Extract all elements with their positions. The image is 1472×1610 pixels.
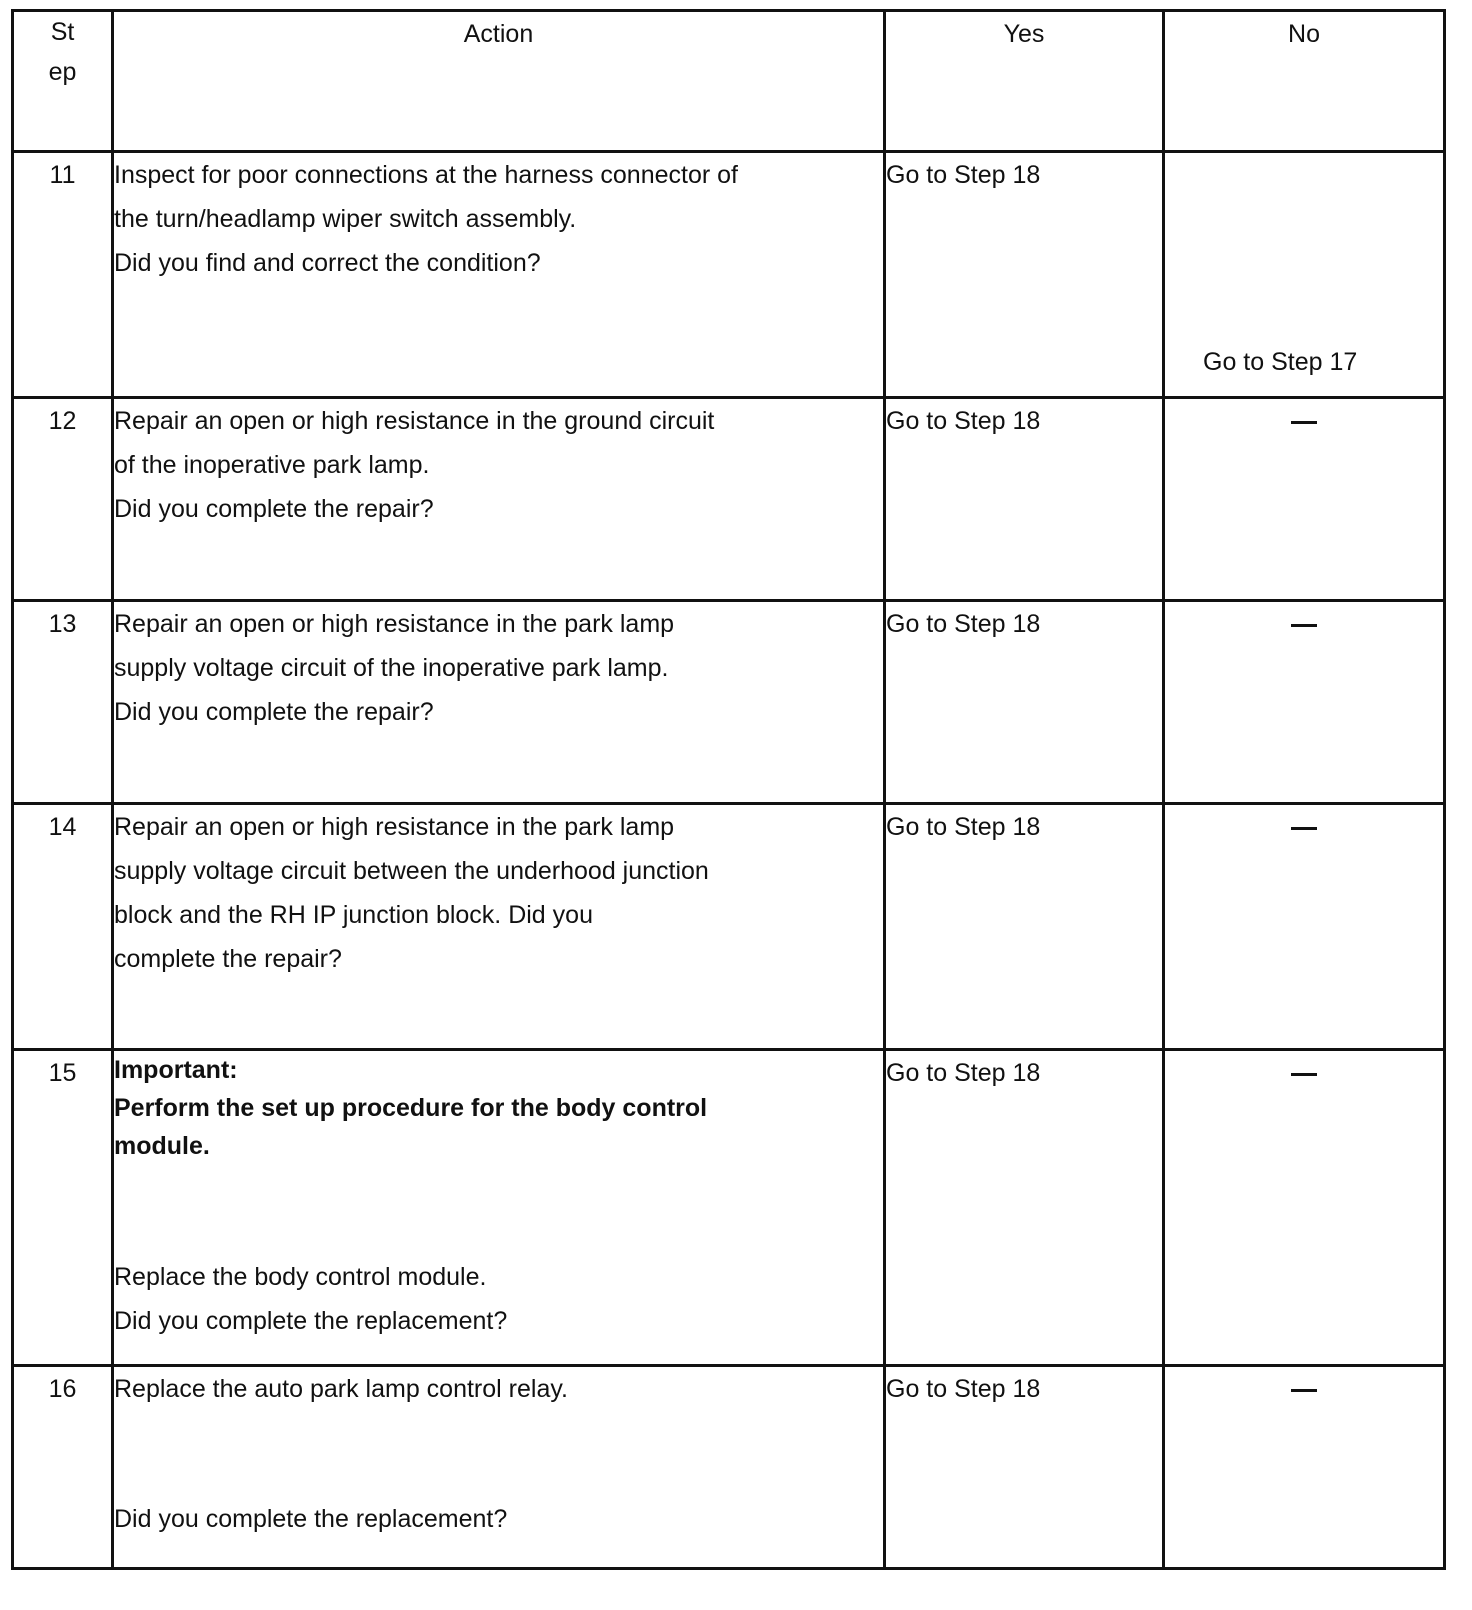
important-text: module. <box>114 1132 210 1160</box>
action-line: Did you complete the repair? <box>114 495 434 523</box>
action-line: Did you find and correct the condition? <box>114 249 541 277</box>
action-cell <box>113 804 885 1050</box>
no-cell <box>1164 804 1445 1050</box>
action-cell <box>113 152 885 398</box>
header-row <box>13 11 1445 152</box>
step-number: 14 <box>13 804 113 1050</box>
no-cell <box>1164 601 1445 804</box>
dash-icon <box>1291 827 1317 830</box>
step-number: 15 <box>13 1050 113 1366</box>
header-step <box>13 11 113 152</box>
action-cell <box>113 1366 885 1569</box>
action-line: Replace the body control module. <box>114 1263 487 1291</box>
action-line: Repair an open or high resistance in the ground circuit <box>114 407 715 435</box>
step-number: 13 <box>13 601 113 804</box>
dash-icon <box>1291 1389 1317 1392</box>
dash-icon <box>1291 421 1317 424</box>
yes-cell: Go to Step 18 <box>885 1050 1164 1366</box>
header-action: Action <box>113 11 885 152</box>
action-line: Did you complete the replacement? <box>114 1307 508 1335</box>
yes-cell: Go to Step 18 <box>885 1366 1164 1569</box>
table-row <box>13 1366 1445 1569</box>
yes-cell: Go to Step 18 <box>885 601 1164 804</box>
step-number: 12 <box>13 398 113 601</box>
step-number: 11 <box>13 152 113 398</box>
action-line: of the inoperative park lamp. <box>114 451 430 479</box>
action-line: Repair an open or high resistance in the park lamp <box>114 610 675 638</box>
diagnostic-steps-table <box>11 9 1446 1570</box>
step-number: 16 <box>13 1366 113 1569</box>
action-line: Inspect for poor connections at the harness connector of <box>114 161 738 189</box>
action-cell <box>113 601 885 804</box>
no-cell: Go to Step 17 <box>1164 152 1445 398</box>
action-line: supply voltage circuit of the inoperative park lamp. <box>114 654 669 682</box>
action-line: the turn/headlamp wiper switch assembly. <box>114 205 577 233</box>
header-no: No <box>1164 11 1445 152</box>
action-cell <box>113 1050 885 1366</box>
action-line: supply voltage circuit between the underhood junction <box>114 857 709 885</box>
header-yes: Yes <box>885 11 1164 152</box>
important-text: Perform the set up procedure for the body control <box>114 1094 708 1122</box>
action-line: block and the RH IP junction block. Did you <box>114 901 593 929</box>
dash-icon <box>1291 1073 1317 1076</box>
important-label: Important: <box>114 1056 238 1084</box>
action-line: Replace the auto park lamp control relay. <box>114 1375 568 1403</box>
no-cell <box>1164 1366 1445 1569</box>
table-row <box>13 601 1445 804</box>
yes-cell: Go to Step 18 <box>885 152 1164 398</box>
table-row <box>13 1050 1445 1366</box>
action-line: complete the repair? <box>114 945 342 973</box>
yes-cell: Go to Step 18 <box>885 398 1164 601</box>
table-row <box>13 398 1445 601</box>
yes-cell: Go to Step 18 <box>885 804 1164 1050</box>
header-step-line1: St <box>50 18 75 46</box>
no-cell <box>1164 1050 1445 1366</box>
action-line: Repair an open or high resistance in the park lamp <box>114 813 675 841</box>
table-row <box>13 152 1445 398</box>
action-line: Did you complete the repair? <box>114 698 434 726</box>
dash-icon <box>1291 624 1317 627</box>
action-line: Did you complete the replacement? <box>114 1505 508 1533</box>
no-cell <box>1164 398 1445 601</box>
header-step-line2: ep <box>48 58 77 86</box>
action-cell <box>113 398 885 601</box>
table-row <box>13 804 1445 1050</box>
